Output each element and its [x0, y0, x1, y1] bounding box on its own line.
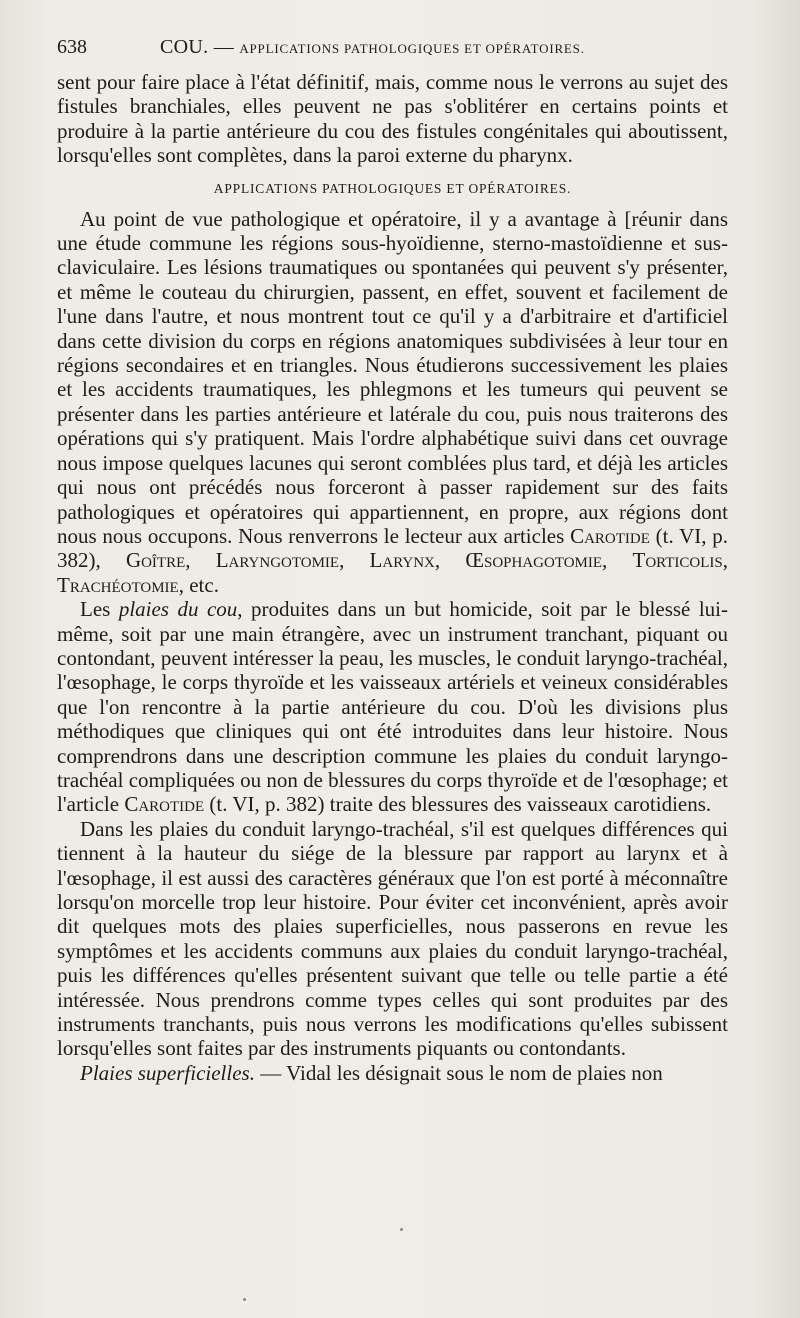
paragraph-continuation: sent pour faire place à l'état définitif, mais, comme nous le verrons au sujet des fistules branchiales, elles peuvent ne pas s'oblitérer en certains points et produire à la partie antérieure du cou des fistules congénitales qui aboutissent, lorsqu'elles sont complètes, dans la paroi externe du pharynx. [57, 70, 728, 168]
reference-carotide-citation: (t. VI, p. 382), [57, 523, 729, 573]
paragraph-conduit: Dans les plaies du conduit laryngo-trachéal, s'il est quelques différences qui tiennent à la hauteur du siége de la blessure par rapport au larynx et à l'œsophage, il est aussi des caractères généraux que l'on est porté à méconnaître lorsqu'on morcelle trop leur histoire. Pour éviter cet inconvénient, après avoir dit quelques mots des plaies superficielles, nous passerons en revue les symptômes et les accidents communs aux plaies du conduit laryngo-trachéal, puis les différences qu'elles présentent suivant que telle ou telle partie a été intéressée. Nous prendrons comme types celles qui sont produites par des instruments tranchants, puis nous verrons les modifications qu'elles subissent lorsqu'elles sont faites par des instruments piquants ou contondants. [57, 816, 728, 1061]
paragraph-superficielles-body: — Vidal les désignait sous le nom de plaies non [260, 1060, 663, 1085]
reference-oesophagotomie: Œsophagotomie, [465, 548, 608, 573]
running-head [160, 36, 585, 59]
running-head-main: COU. — [160, 36, 235, 58]
paragraph-plaies-lead: Les [80, 597, 111, 622]
reference-tracheotomie: Trachéotomie [57, 572, 179, 597]
paragraph-plaies-tail: (t. VI, p. 382) traite des blessures des vaisseaux carotidiens. [209, 792, 712, 817]
page-number: 638 [57, 36, 87, 58]
paragraph-superficielles-italic: Plaies superficielles. [80, 1060, 255, 1085]
reference-torticolis: Torticolis, [632, 548, 729, 573]
running-head-small: APPLICATIONS PATHOLOGIQUES ET OPÉRATOIRES. [239, 41, 585, 56]
paragraph-superficielles [57, 1061, 728, 1085]
paragraph-plaies-du-cou [57, 597, 728, 817]
paragraph-intro [57, 207, 728, 598]
paragraph-plaies-body: , produites dans un but homicide, soit par le blessé lui-même, soit par une main étrangère, avec un instrument tranchant, piquant ou contondant, peuvent intéresser la peau, les muscles, le conduit laryngo-trachéal, l'œsophage, le corps thyroïde et les vaisseaux artériels et veineux considérables que l'on rencontre à la partie antérieure du cou. D'où les divisions plus méthodiques que cliniques qui ont été introduites dans leur histoire. Nous comprendrons dans une description commune les plaies du conduit laryngo-trachéal compliquées ou non de blessures du corps thyroïde et de l'œsophage; et l'article [57, 597, 729, 817]
reference-larynx: Larynx, [369, 548, 441, 573]
paper-speck [243, 1298, 246, 1301]
section-heading: APPLICATIONS PATHOLOGIQUES ET OPÉRATOIRES. [213, 180, 572, 196]
reference-carotide-2: Carotide [124, 792, 205, 817]
paragraph-intro-end: , etc. [178, 572, 219, 597]
page-header [57, 36, 747, 66]
paragraph-intro-text: Au point de vue pathologique et opératoire, il y a avantage à [réunir dans une étude commune les régions sous-hyoïdienne, sterno-mastoïdienne et sus-claviculaire. Les lésions traumatiques ou spontanées qui peuvent s'y présenter, et même le couteau du chirurgien, passent, en effet, souvent et facilement de l'une dans l'autre, et nous montrent tout ce qu'il y a d'arbitraire et d'artificiel dans cette division du corps en régions anatomiques subdivisées à leur tour en régions secondaires et en triangles. Nous étudierons successivement les plaies et les accidents traumatiques, les phlegmons et les tumeurs qui peuvent se présenter dans les parties antérieure et latérale du cou, puis nous traiterons des opérations qui s'y pratiquent. Mais l'ordre alphabétique suivi dans cet ouvrage nous impose quelques lacunes qui seront comblées plus tard, et déjà les articles qui nous ont précédés nous forceront à passer rapidement sur des faits pathologiques et opératoires qui appartiennent, en propre, aux régions dont nous nous occupons. Nous renverrons le lecteur aux articles [57, 206, 728, 548]
text-body [57, 70, 728, 1085]
reference-goitre: Goître, [125, 548, 191, 573]
paper-speck [400, 1228, 403, 1231]
reference-carotide: Carotide [570, 523, 650, 548]
paragraph-plaies-italic: plaies du cou [118, 597, 238, 622]
reference-laryngotomie: Laryngotomie, [215, 548, 345, 573]
